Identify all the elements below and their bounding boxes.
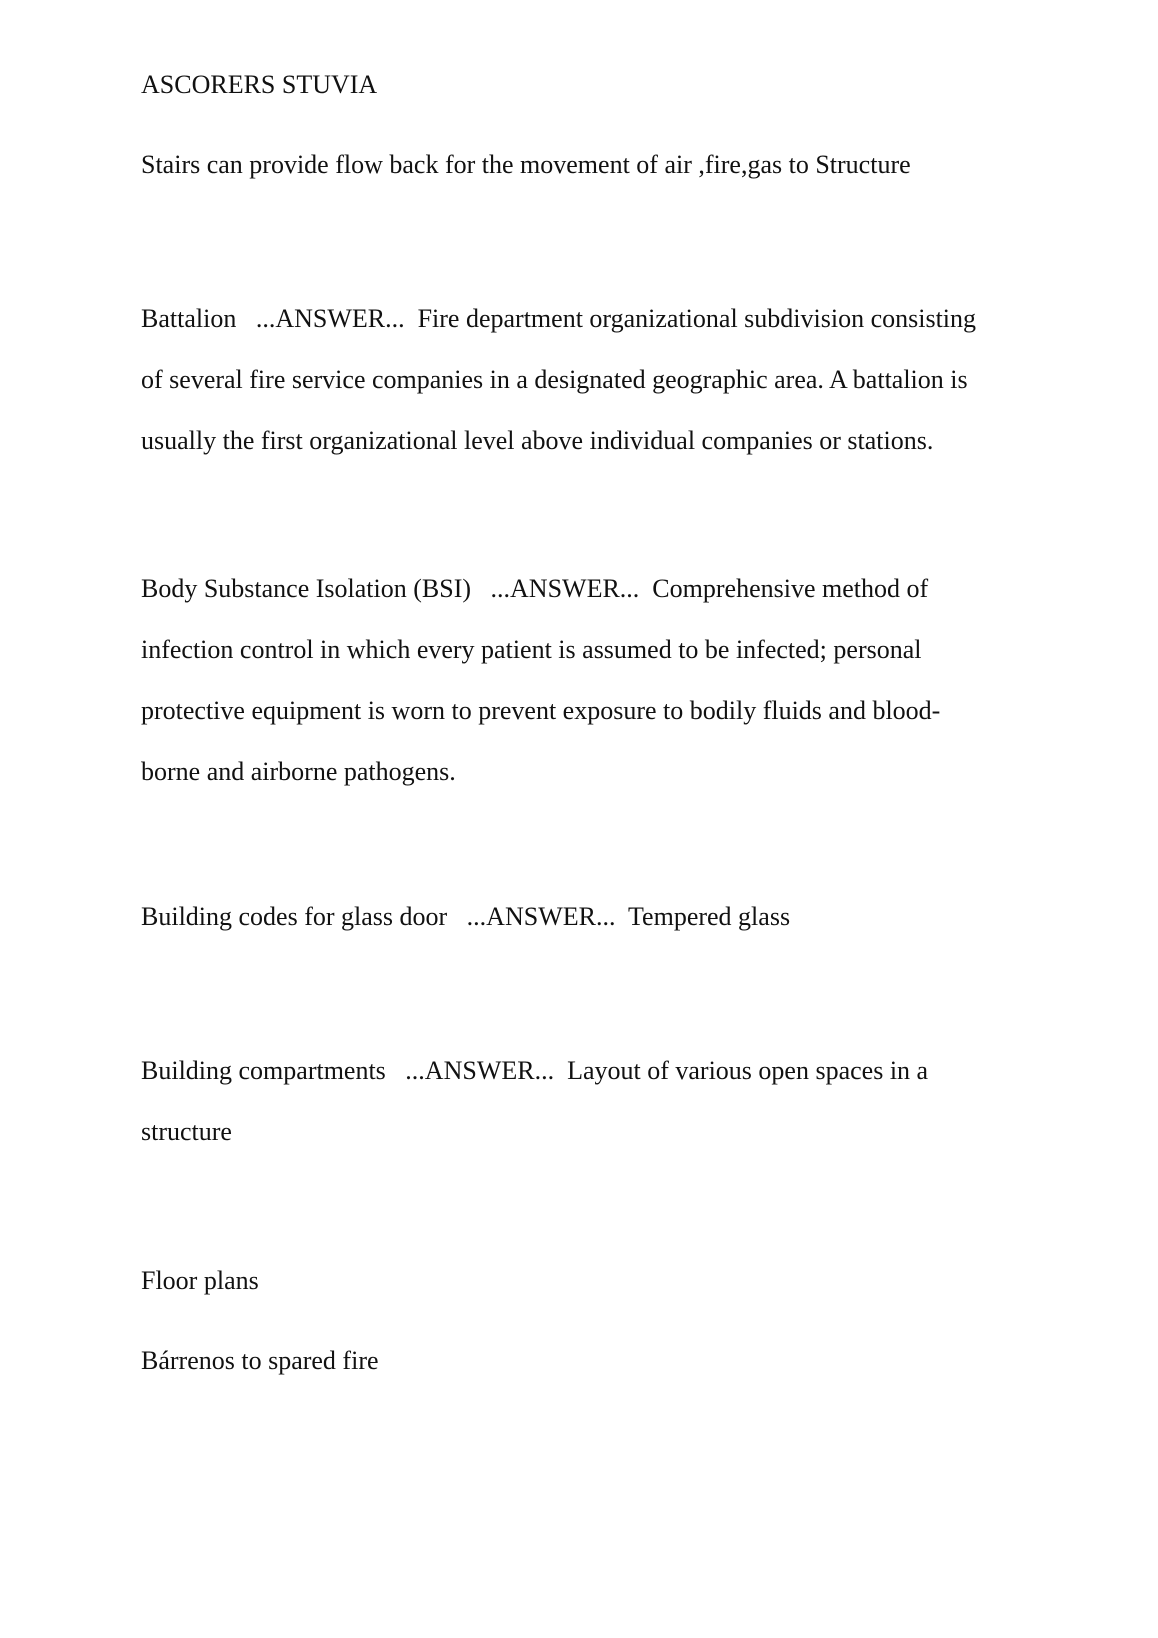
entry-line: Building compartments ...ANSWER... Layout of various open spaces in a <box>141 1056 929 1085</box>
entry-line: usually the first organizational level above individual companies or stations. <box>141 426 934 455</box>
entry-line: borne and airborne pathogens. <box>141 757 456 786</box>
intro-text: Stairs can provide flow back for the movement of air ,fire,gas to Structure <box>141 150 911 179</box>
document-header <box>141 54 1031 115</box>
note-text: Floor plans <box>141 1266 259 1295</box>
entry-line: Building codes for glass door ...ANSWER... Tempered glass <box>141 902 791 931</box>
entry-body-substance-isolation <box>141 558 1031 802</box>
entry-battalion <box>141 288 1031 471</box>
entry-line: infection control in which every patient is assumed to be infected; personal <box>141 635 922 664</box>
note-barrenos <box>141 1330 1031 1391</box>
entry-line: Battalion ...ANSWER... Fire department organizational subdivision consisting <box>141 304 977 333</box>
note-text: Bárrenos to spared fire <box>141 1346 379 1375</box>
entry-building-codes-glass-door <box>141 886 1031 947</box>
note-floor-plans <box>141 1250 1031 1311</box>
entry-line: Body Substance Isolation (BSI) ...ANSWER... Comprehensive method of <box>141 574 929 603</box>
header-text: ASCORERS STUVIA <box>141 70 378 99</box>
intro-paragraph <box>141 134 1031 195</box>
entry-building-compartments <box>141 1040 1031 1162</box>
entry-line: protective equipment is worn to prevent exposure to bodily fluids and blood- <box>141 696 941 725</box>
entry-line: of several fire service companies in a designated geographic area. A battalion is <box>141 365 968 394</box>
entry-line: structure <box>141 1117 232 1146</box>
